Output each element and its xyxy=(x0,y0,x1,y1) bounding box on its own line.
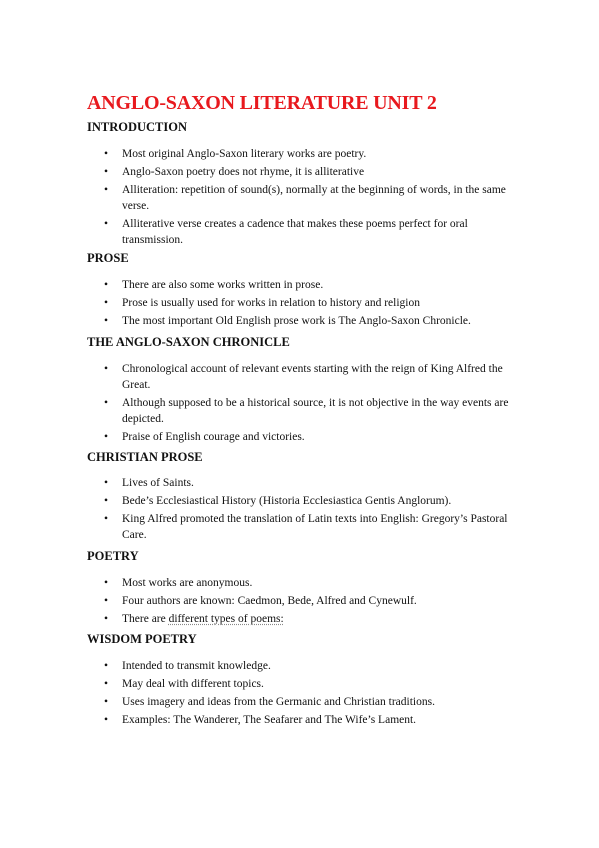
chronicle-list xyxy=(104,361,524,447)
wisdom-poetry-list xyxy=(104,658,524,730)
list-item: • May deal with different topics. xyxy=(104,676,524,692)
christian-prose-list xyxy=(104,475,524,545)
section-heading-prose: PROSE xyxy=(87,251,129,265)
list-item: • Examples: The Wanderer, The Seafarer and The Wife’s Lament. xyxy=(104,712,524,728)
list-item: • Intended to transmit knowledge. xyxy=(104,658,524,674)
section-heading-poetry: POETRY xyxy=(87,549,139,563)
list-item: • Bede’s Ecclesiastical History (Historia Ecclesiastica Gentis Anglorum). xyxy=(104,493,524,509)
list-item: • Alliteration: repetition of sound(s), normally at the beginning of words, in the same verse. xyxy=(104,182,524,214)
list-item: • Alliterative verse creates a cadence that makes these poems perfect for oral transmission. xyxy=(104,216,524,248)
list-item: • Most original Anglo-Saxon literary works are poetry. xyxy=(104,146,524,162)
section-heading-christian-prose: CHRISTIAN PROSE xyxy=(87,450,203,464)
document-title: ANGLO-SAXON LITERATURE UNIT 2 xyxy=(87,92,437,114)
list-item: • Anglo-Saxon poetry does not rhyme, it is alliterative xyxy=(104,164,524,180)
section-heading-wisdom-poetry: WISDOM POETRY xyxy=(87,632,197,646)
list-item: • Four authors are known: Caedmon, Bede, Alfred and Cynewulf. xyxy=(104,593,524,609)
list-item xyxy=(104,611,524,627)
prose-list xyxy=(104,277,524,331)
list-item: • The most important Old English prose work is The Anglo-Saxon Chronicle. xyxy=(104,313,524,329)
section-heading-chronicle: THE ANGLO-SAXON CHRONICLE xyxy=(87,335,290,349)
list-item: • Prose is usually used for works in relation to history and religion xyxy=(104,295,524,311)
list-item: • Praise of English courage and victories. xyxy=(104,429,524,445)
underlined-phrase: different types of poems: xyxy=(168,613,284,625)
list-item: • King Alfred promoted the translation of Latin texts into English: Gregory’s Pastoral Care. xyxy=(104,511,524,543)
list-item: • Chronological account of relevant events starting with the reign of King Alfred the Great. xyxy=(104,361,524,393)
section-heading-introduction: INTRODUCTION xyxy=(87,120,188,134)
list-item: • Lives of Saints. xyxy=(104,475,524,491)
poetry-list xyxy=(104,575,524,629)
list-item: • Most works are anonymous. xyxy=(104,575,524,591)
introduction-list xyxy=(104,146,524,250)
list-item: • Uses imagery and ideas from the Germanic and Christian traditions. xyxy=(104,694,524,710)
list-item-prefix: There are xyxy=(122,613,169,625)
list-item: • Although supposed to be a historical source, it is not objective in the way events are depicted. xyxy=(104,395,524,427)
list-item: • There are also some works written in prose. xyxy=(104,277,524,293)
